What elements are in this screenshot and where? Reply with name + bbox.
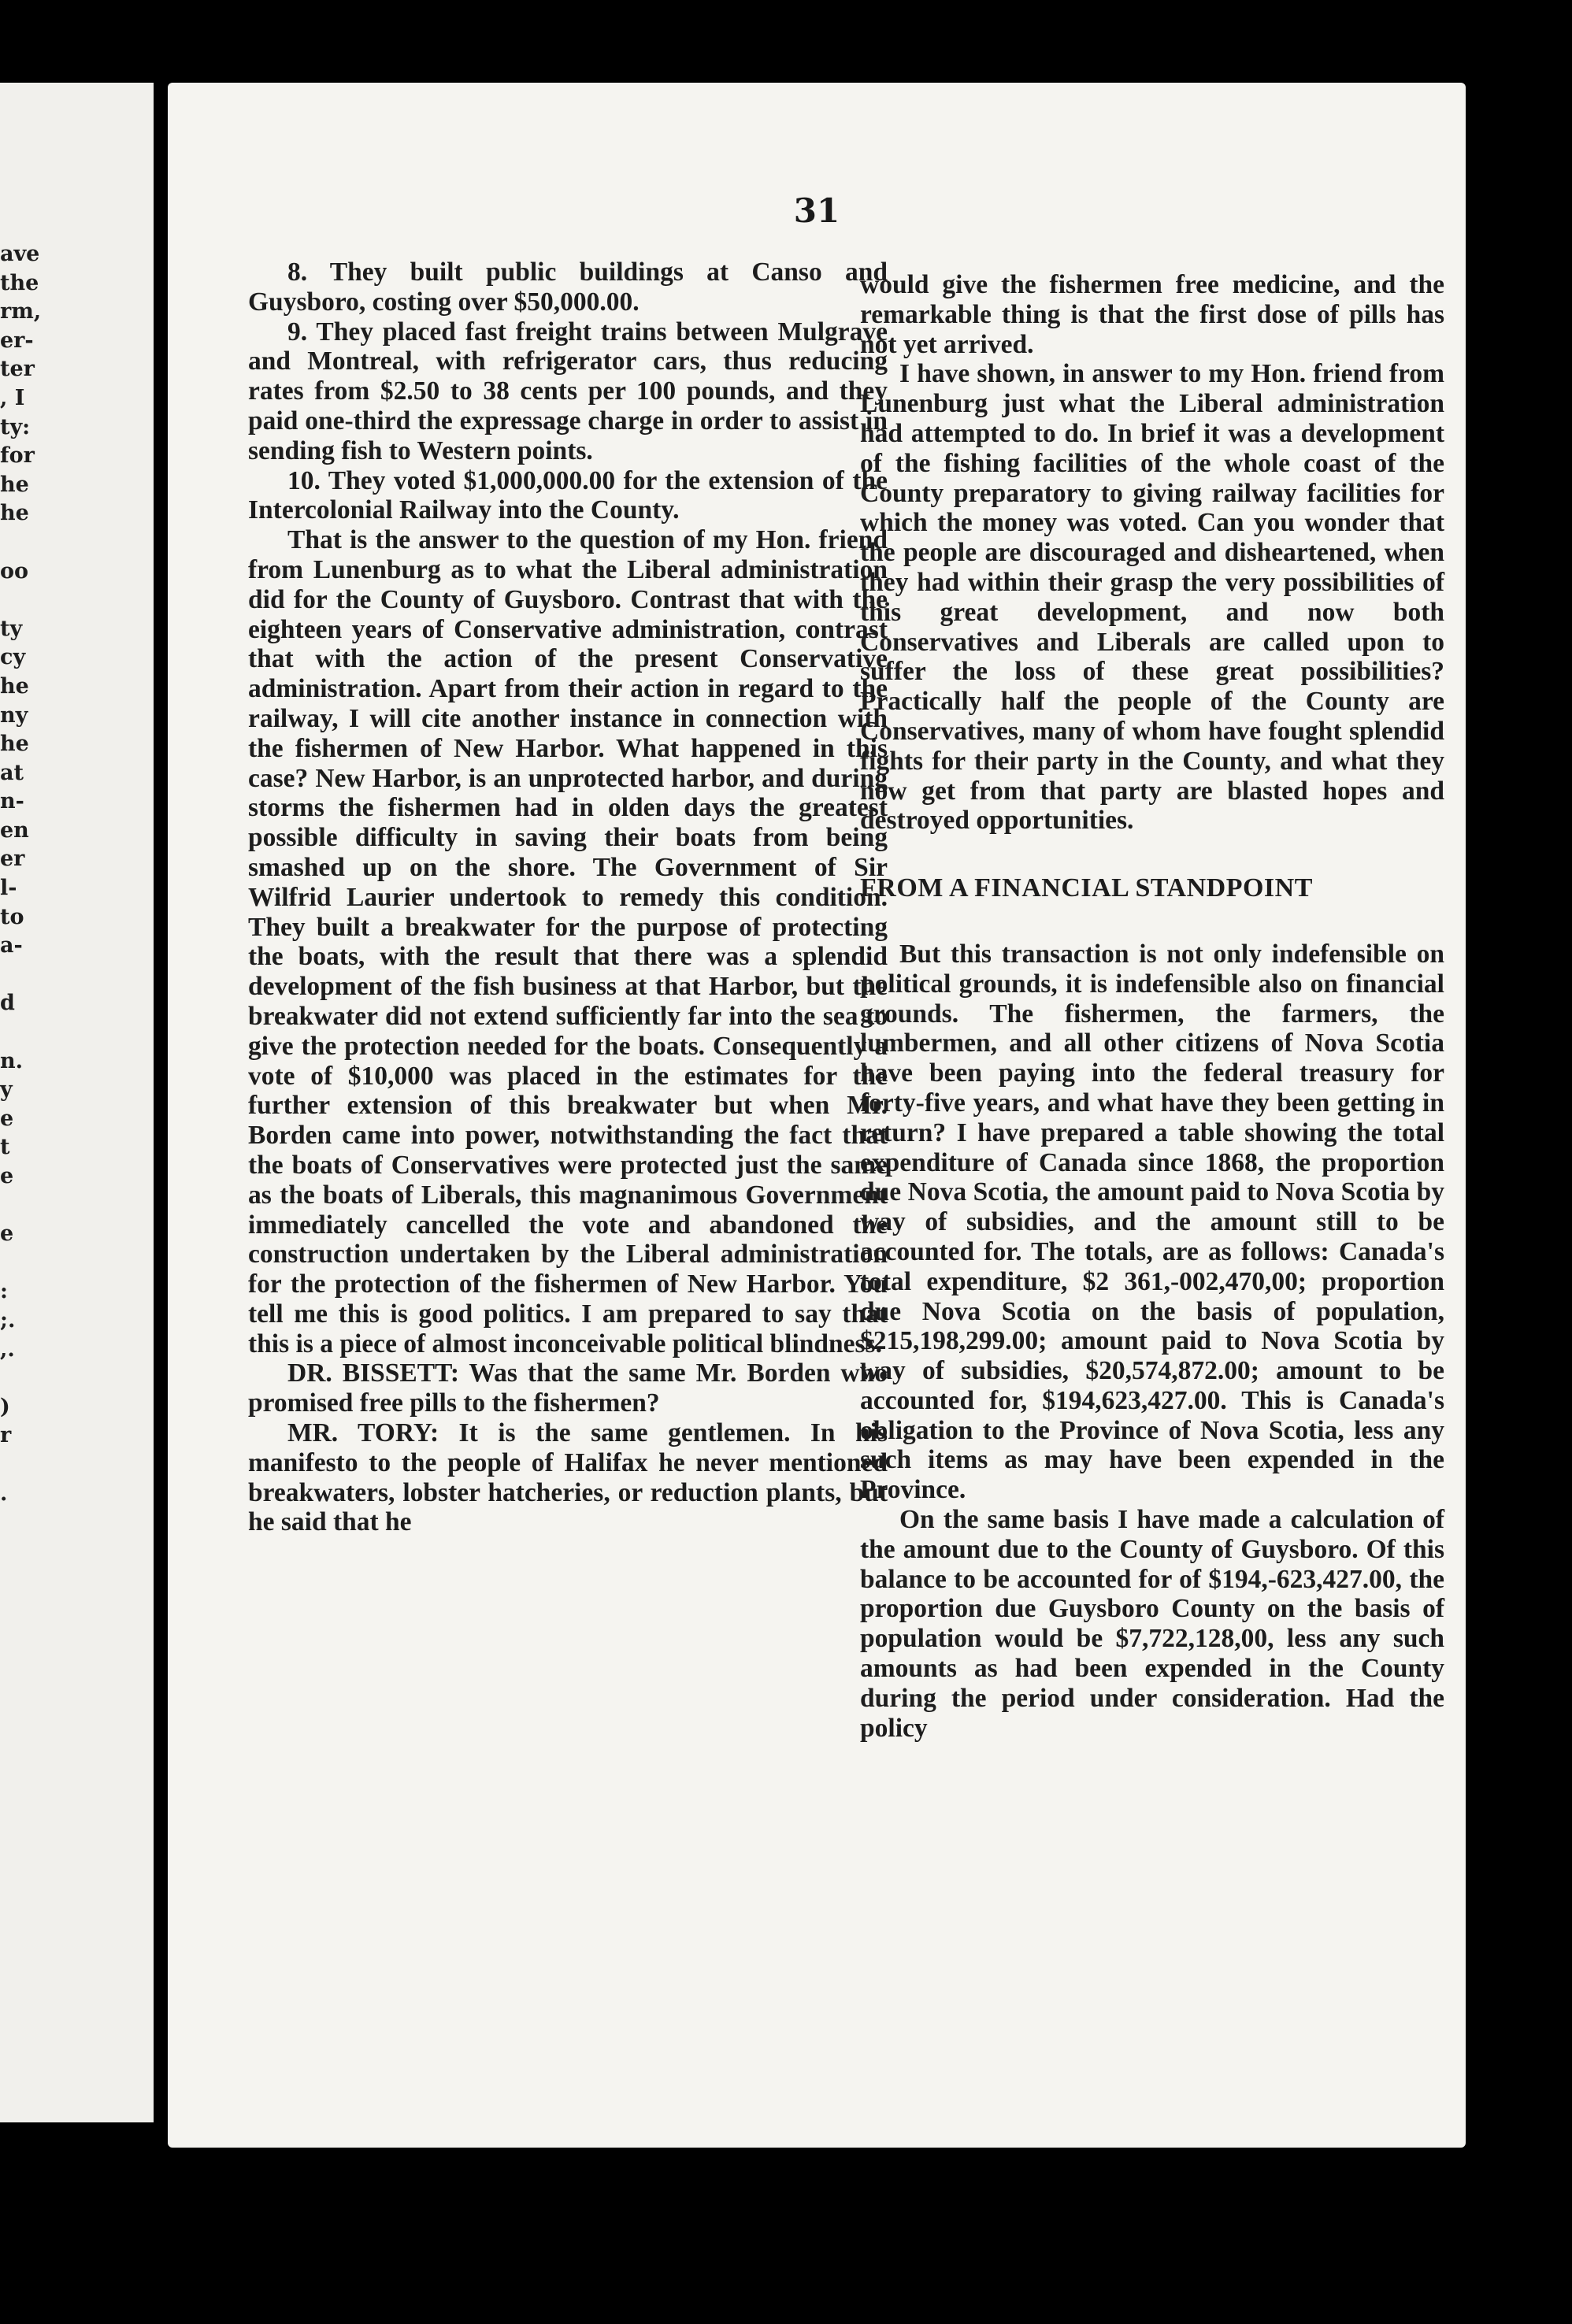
left-column bbox=[248, 258, 888, 1537]
paragraph: 8. They built public buildings at Canso and Guysboro, costing over $50,000.00. bbox=[248, 258, 888, 317]
paragraph: MR. TORY: It is the same gentlemen. In his manifesto to the people of Halifax he never mentioned breakwaters, lobster hatcheries, or reduction plants, but he said that he bbox=[248, 1418, 888, 1537]
paragraph: On the same basis I have made a calculation of the amount due to the County of Guysboro. Of this balance to be accounted for of $194,-623,427.00, the proportion due Guysboro County on the basis of population would be $7,722,128,00, less any such amounts as had been expended in the County during the period under consideration. Had the policy bbox=[860, 1505, 1444, 1743]
paragraph: 10. They voted $1,000,000.00 for the extension of the Intercolonial Railway into the County. bbox=[248, 465, 888, 525]
paragraph: would give the fishermen free medicine, and the remarkable thing is that the first dose of pills has not yet arrived. bbox=[860, 270, 1444, 359]
page-number: 31 bbox=[793, 191, 840, 230]
previous-page-text-fragments: ave the rm, er- ter , I ty: for he he oo ty cy he ny he at n- en er l- to a- d n. y e t e e : ;. ,. ) r . bbox=[0, 242, 42, 1506]
right-column bbox=[860, 270, 1444, 1743]
paragraph: But this transaction is not only indefensible on political grounds, it is indefensible also on financial grounds. The fishermen, the farmers, the lumbermen, and all other citizens of Nova Scotia have been paying into the federal treasury for forty-five years, and what have they been getting in return? I have prepared a table showing the total expenditure of Canada since 1868, the proportion due Nova Scotia, the amount paid to Nova Scotia by way of subsidies, and the amount still to be accounted for. The totals, are as follows: Canada's total expenditure, $2 361,-002,470,00; proportion due Nova Scotia on the basis of population, $215,198,299.00; amount paid to Nova Scotia by way of subsidies, $20,574,872.00; amount to be accounted for, $194,623,427.00. This is Canada's obligation to the Province of Nova Scotia, less any such items as may have been expended in the Province. bbox=[860, 939, 1444, 1505]
paragraph: I have shown, in answer to my Hon. friend from Lunenburg just what the Liberal administration had attempted to do. In brief it was a development of the fishing facilities of the whole coast of the County preparatory to giving railway facilities for which the money was voted. Can you wonder that the people are discouraged and disheartened, when they had within their grasp the very possibilities of this great development, and now both Conservatives and Liberals are called upon to suffer the loss of these great possibilities? Practically half the people of the County are Conservatives, many of whom have fought splendid fights for their party in the County, and what they now get from that party are blasted hopes and destroyed opportunities. bbox=[860, 359, 1444, 836]
paragraph: 9. They placed fast freight trains between Mulgrave and Montreal, with refrigerator cars, thus reducing rates from $2.50 to 38 cents per 100 pounds, and they paid one-third the expressage charge in order to assist in sending fish to Western points. bbox=[248, 317, 888, 465]
paragraph: That is the answer to the question of my Hon. friend from Lunenburg as to what the Liberal administration did for the County of Guysboro. Contrast that with the eighteen years of Conservative administration, contrast that with the action of the present Conservative administration. Apart from their action in regard to the railway, I will cite another instance in connection with the fishermen of New Harbor. What happened in this case? New Harbor, is an unprotected harbor, and during storms the fishermen had in olden days the greatest possible difficulty in saving their boats from being smashed up on the shore. The Government of Sir Wilfrid Laurier undertook to remedy this condition. They built a breakwater for the purpose of protecting the boats, with the result that there was a splendid development of the fish business at that Harbor, but the breakwater did not extend sufficiently far into the sea to give the protection needed for the boats. Consequently a vote of $10,000 was placed in the estimates for the further extension of this breakwater but when Mr. Borden came into power, notwithstanding the fact that the boats of Conservatives were protected just the same as the boats of Liberals, this magnanimous Government immediately cancelled the vote and abandoned the construction undertaken by the Liberal administration for the protection of the fishermen of New Harbor. You tell me this is good politics. I am prepared to say that this is a piece of almost inconceivable political blindness. bbox=[248, 525, 888, 1358]
paragraph: DR. BISSETT: Was that the same Mr. Borden who promised free pills to the fishermen? bbox=[248, 1358, 888, 1418]
previous-page-edge bbox=[0, 83, 154, 2122]
document-page bbox=[168, 83, 1466, 2148]
section-heading: FROM A FINANCIAL STANDPOINT bbox=[860, 873, 1313, 903]
